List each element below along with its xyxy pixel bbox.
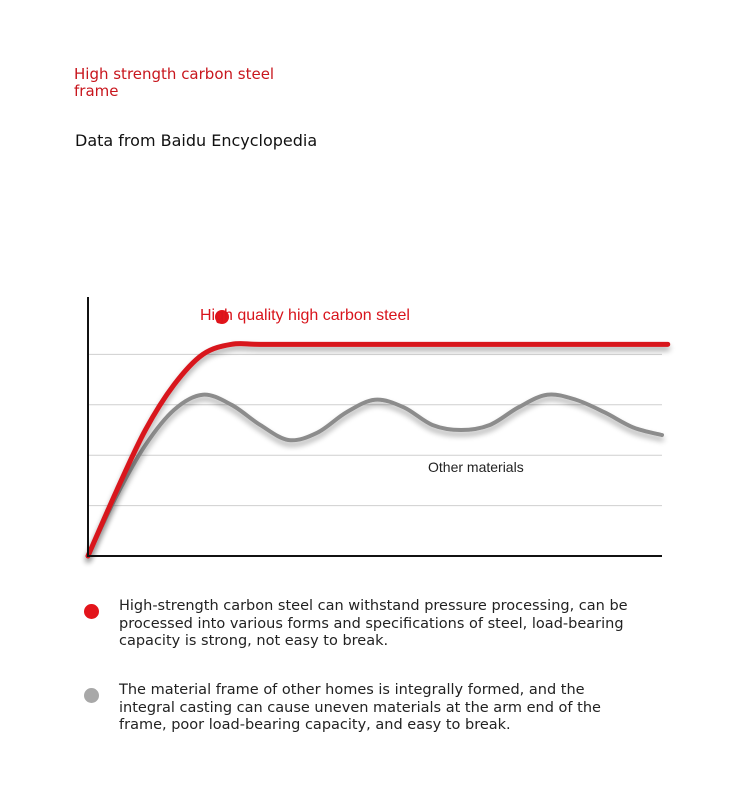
- page-title: High strength carbon steel frame: [74, 65, 275, 100]
- other-series-label: Other materials: [428, 459, 524, 475]
- steel-series-label: High quality high carbon steel: [200, 307, 410, 324]
- page-subtitle: Data from Baidu Encyclopedia: [75, 131, 318, 150]
- grid-lines: [88, 354, 662, 505]
- gray-dot-icon: [84, 688, 99, 703]
- red-dot-icon: [84, 604, 99, 619]
- legend-text-other: The material frame of other homes is integrally formed, and the integral casting can cause uneven materials at the arm end of the frame, poor load-bearing capacity, and easy to break.: [119, 682, 601, 733]
- series-line-other: [88, 394, 662, 556]
- legend-text-steel: High-strength carbon steel can withstand pressure processing, can be processed into various forms and specifications of steel, load-bearing capacity is strong, not easy to break.: [119, 598, 628, 649]
- series-lines: [88, 344, 668, 556]
- series-line-steel: [88, 344, 668, 556]
